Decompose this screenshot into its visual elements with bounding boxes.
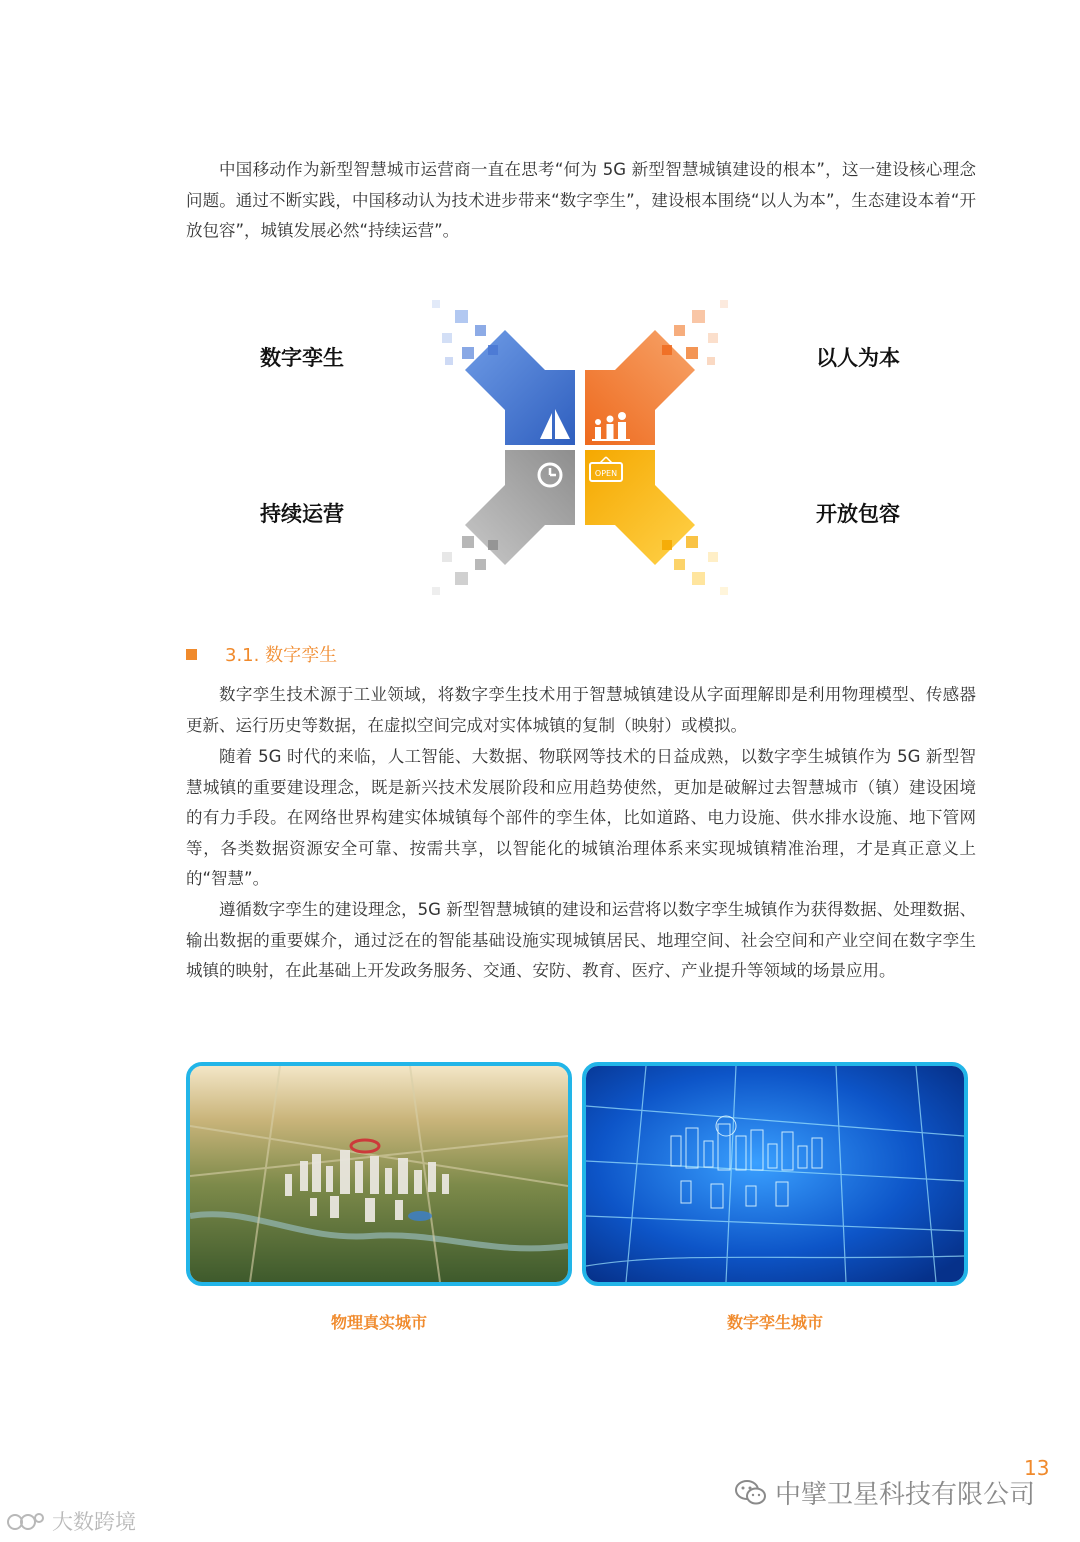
- label-people-oriented: 以人为本: [816, 346, 900, 370]
- paragraph-3: 遵循数字孪生的建设理念，5G 新型智慧城镇的建设和运营将以数字孪生城镇作为获得数据、处理数据、输出数据的重要媒介，通过泛在的智能基础设施实现城镇居民、地理空间、社会空间和产业空间在数字孪生城镇的映射，在此基础上开发政务服务、交通、安防、教育、医疗、产业提升等领域的场景应用。: [186, 900, 976, 980]
- svg-text:OPEN: OPEN: [594, 469, 618, 478]
- caption-physical-city: 物理真实城市: [330, 1313, 427, 1332]
- label-digital-twin: 数字孪生: [260, 346, 344, 370]
- brand-logo-icon: [6, 1510, 46, 1532]
- watermark-brand-text: 大数跨境: [52, 1510, 136, 1534]
- digital-twin-city-image: [582, 1062, 968, 1286]
- wechat-icon: [735, 1479, 767, 1507]
- watermark-brand: [6, 1506, 136, 1536]
- label-open-inclusive: 开放包容: [816, 502, 900, 526]
- paragraph-2: 随着 5G 时代的来临，人工智能、大数据、物联网等技术的日益成熟，以数字孪生城镇作为 5G 新型智慧城镇的重要建设理念，既是新兴技术发展阶段和应用趋势使然，更加是破解过去智慧城市（镇）建设困境的有力手段。在网络世界构建实体城镇每个部件的孪生体，比如道路、电力设施、供水排水设施、地下管网等，各类数据资源安全可靠、按需共享，以智能化的城镇治理体系来实现城镇精准治理，才是真正意义上的“智慧”。: [186, 747, 976, 888]
- arrow-orange: [585, 300, 728, 445]
- page-number: 13: [1024, 1456, 1050, 1480]
- arrow-gray: [432, 450, 575, 595]
- intro-paragraph: 中国移动作为新型智慧城市运营商一直在思考“何为 5G 新型智慧城镇建设的根本”，这一建设核心理念问题。通过不断实践，中国移动认为技术进步带来“数字孪生”，建设根本围绕“以人为本”，生态建设本着“开放包容”，城镇发展必然“持续运营”。: [186, 160, 976, 240]
- label-sustainable-operation: 持续运营: [260, 502, 344, 526]
- paragraph-1: 数字孪生技术源于工业领域，将数字孪生技术用于智慧城镇建设从字面理解即是利用物理模型、传感器更新、运行历史等数据，在虚拟空间完成对实体城镇的复制（映射）或模拟。: [186, 685, 976, 735]
- arrow-blue: [432, 300, 575, 445]
- caption-digital-twin-city: 数字孪生城市: [726, 1313, 823, 1332]
- section-bullet: [186, 649, 197, 660]
- four-arrow-diagram: [420, 285, 740, 610]
- physical-city-image: [186, 1062, 572, 1286]
- watermark-company: [735, 1474, 1035, 1511]
- section-heading: [186, 640, 337, 668]
- watermark-company-text: 中擘卫星科技有限公司: [775, 1480, 1036, 1510]
- section-title: 3.1. 数字孪生: [225, 645, 338, 666]
